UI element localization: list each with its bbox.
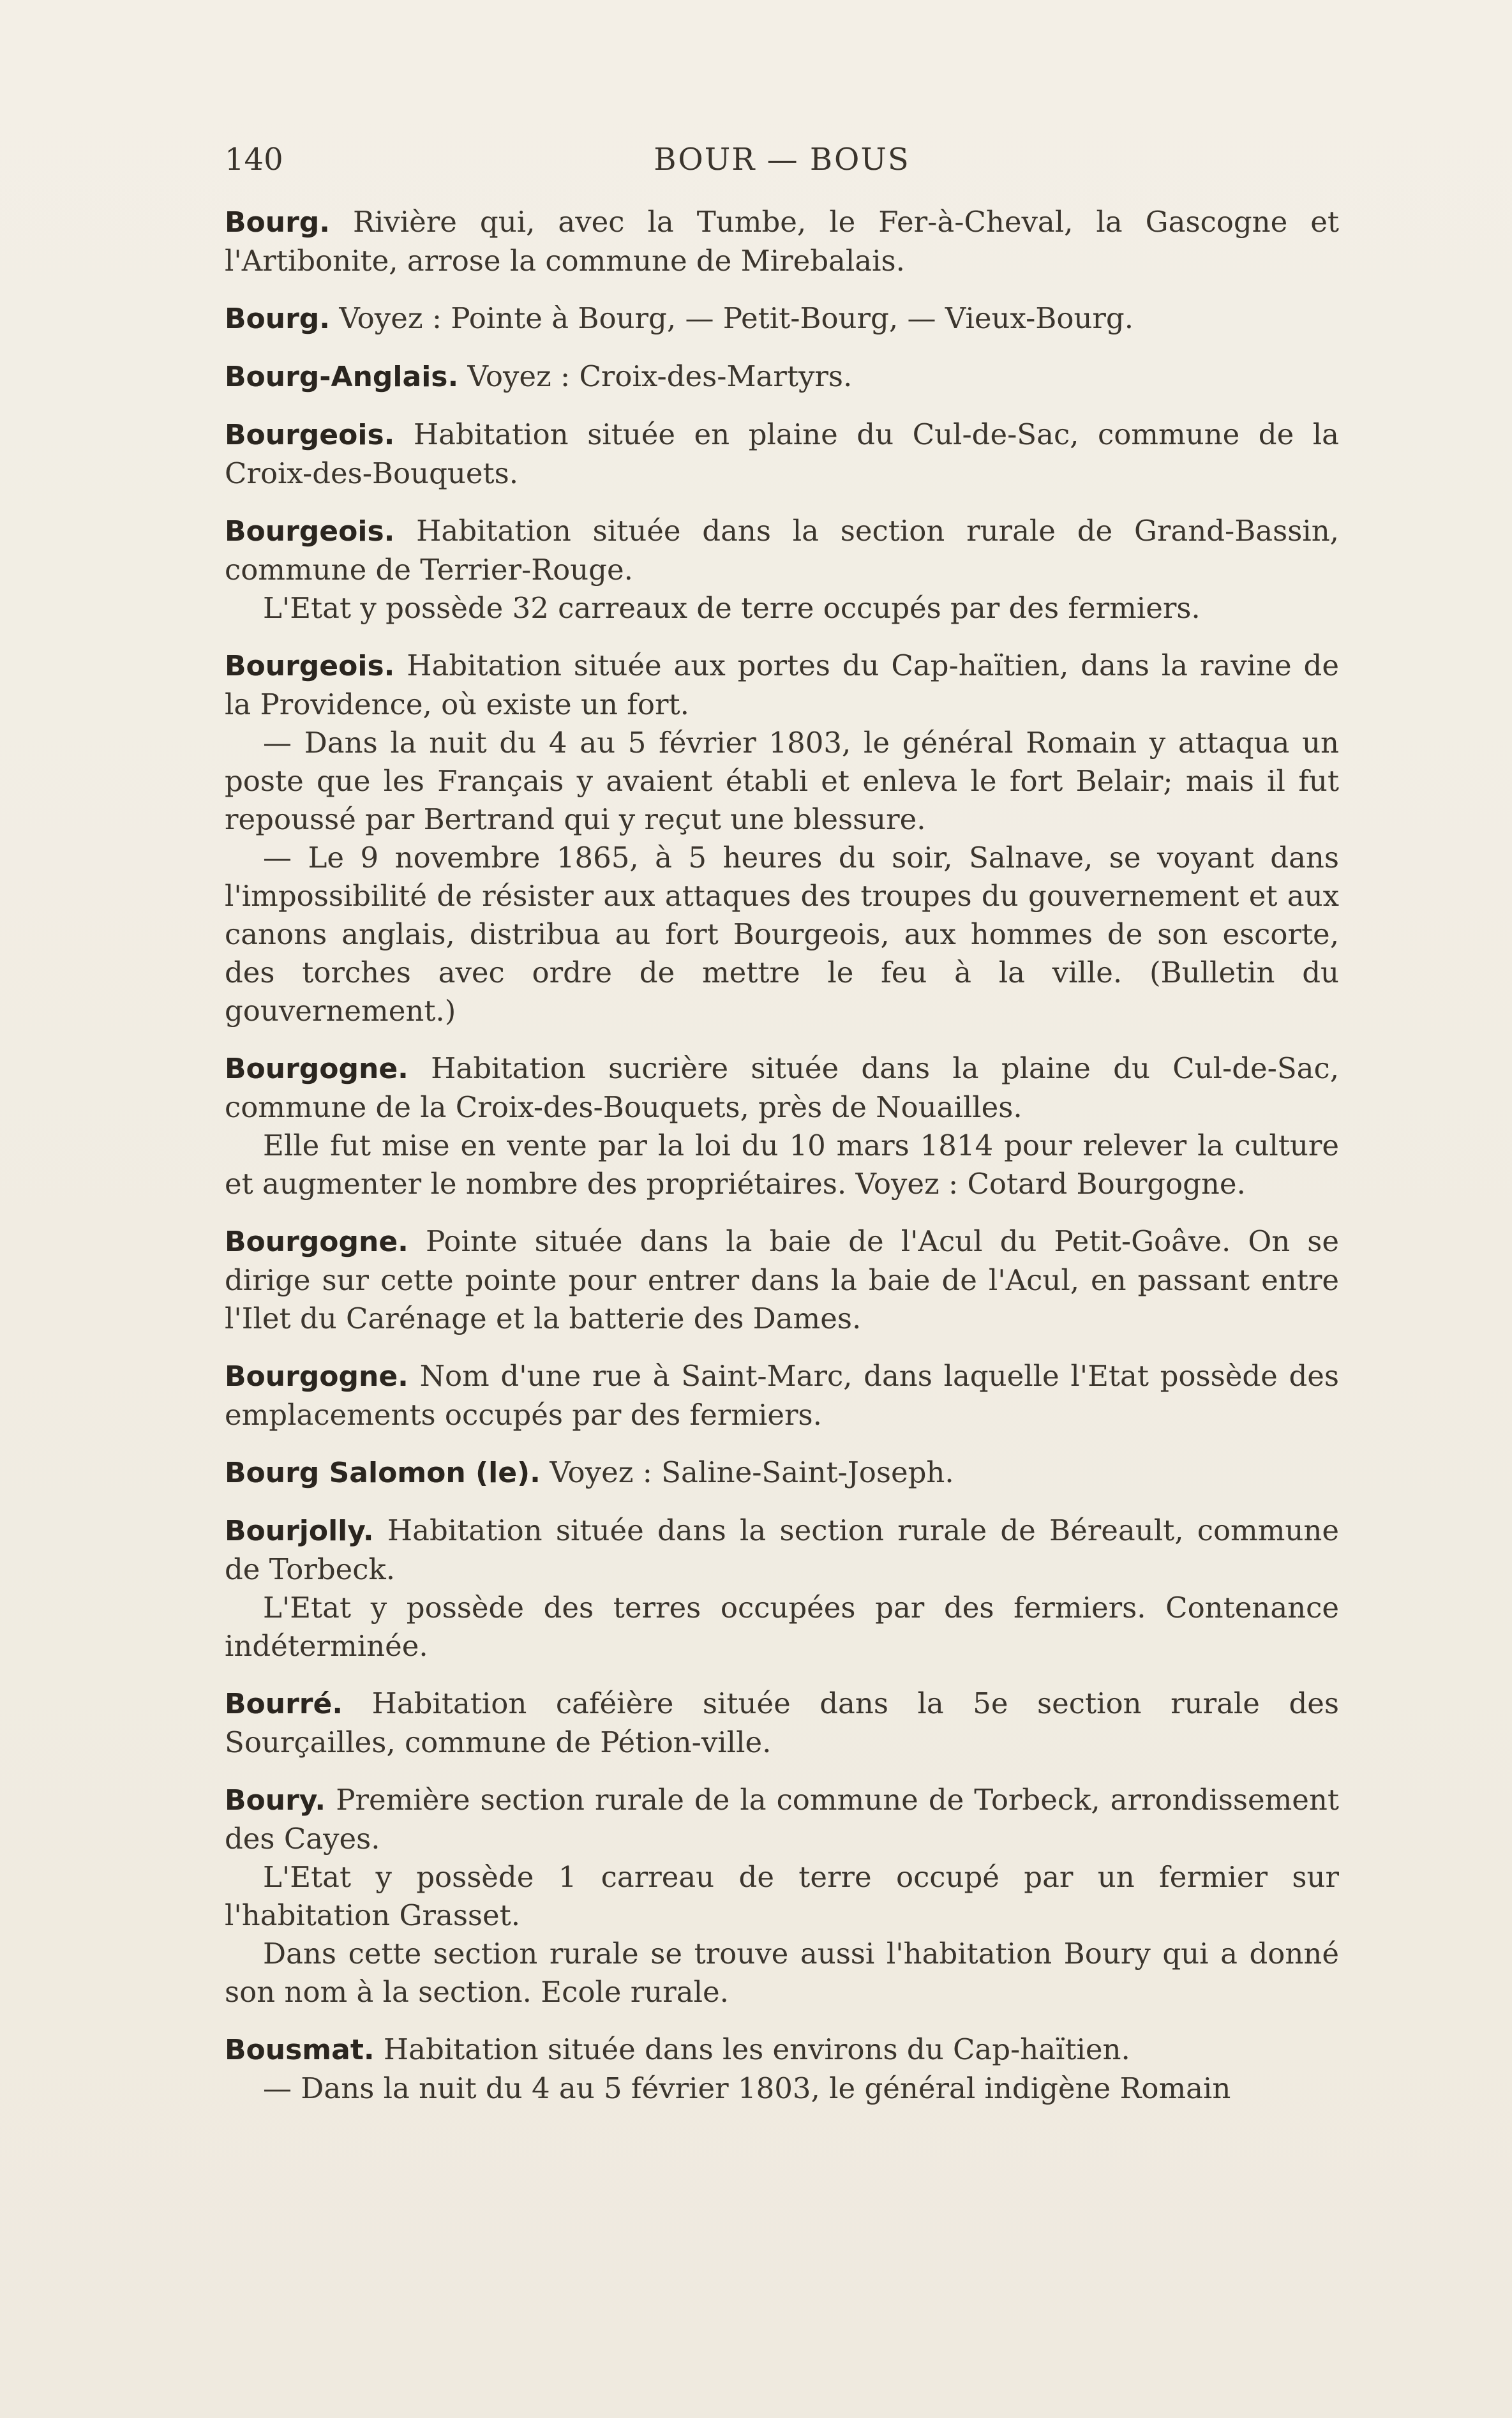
entry-bourg-voyez — [225, 299, 1339, 338]
page-header — [225, 142, 1339, 186]
entry-paragraph: Dans cette section rurale se trouve aussi l'habitation Boury qui a donné son nom à la section. Ecole rurale. — [225, 1937, 1339, 2009]
entry-text: Nom d'une rue à Saint-Marc, dans laquelle l'Etat possède des emplacements occupés par des fermiers. — [225, 1359, 1339, 1432]
entry-text: Habitation située en plaine du Cul-de-Sac, commune de la Croix-des-Bouquets. — [225, 417, 1339, 490]
entry-paragraph: L'Etat y possède 32 carreaux de terre occupés par des fermiers. — [263, 591, 1201, 625]
entry-bourre — [225, 1685, 1339, 1762]
entry-paragraph — [225, 1222, 1339, 1338]
entry-headword: Bourg. — [225, 206, 330, 239]
entry-paragraph: L'Etat y possède 1 carreau de terre occupé par un fermier sur l'habitation Grasset. — [225, 1860, 1339, 1932]
entry-text: Première section rurale de la commune de Torbeck, arrondissement des Cayes. — [225, 1783, 1339, 1856]
page-number: 140 — [225, 142, 283, 177]
entry-headword: Bourgogne. — [225, 1053, 408, 1085]
entry-bourgogne-sucriere — [225, 1049, 1339, 1203]
entry-headword: Bourgogne. — [225, 1226, 408, 1258]
entry-paragraph — [225, 512, 1339, 589]
entry-paragraph — [225, 2031, 1339, 2069]
entry-bourgeois-grand-bassin — [225, 512, 1339, 627]
entry-bourjolly — [225, 1512, 1339, 1665]
entry-paragraph — [225, 1453, 1339, 1492]
entry-headword: Boury. — [225, 1784, 326, 1817]
entry-text: Habitation située dans la section rurale de Béreault, commune de Torbeck. — [225, 1513, 1339, 1586]
entry-text: Pointe située dans la baie de l'Acul du Petit-Goâve. On se dirige sur cette pointe pour entrer dans la baie de l'Acul, en passant entre l'Ilet du Carénage et la batterie des Dames. — [225, 1224, 1339, 1335]
entry-headword: Bourg-Anglais. — [225, 361, 459, 393]
entry-paragraph — [225, 1781, 1339, 1858]
entry-paragraph: — Dans la nuit du 4 au 5 février 1803, le général Romain y attaqua un poste que les Français y avaient établi et enleva le fort Belair; mais il fut repoussé par Bertrand qui y reçut une blessure. — [225, 726, 1339, 836]
entry-headword: Bourgeois. — [225, 419, 395, 451]
entry-paragraph — [225, 647, 1339, 724]
entry-boury — [225, 1781, 1339, 2011]
entry-text: Habitation située dans les environs du Cap-haïtien. — [383, 2032, 1130, 2066]
entry-paragraph — [225, 299, 1339, 338]
entry-text: Voyez : Pointe à Bourg, — Petit-Bourg, — Vieux-Bourg. — [339, 301, 1134, 335]
entry-headword: Bourg. — [225, 303, 330, 335]
entry-headword: Bourgogne. — [225, 1360, 408, 1393]
entry-paragraph: — Dans la nuit du 4 au 5 février 1803, le général indigène Romain — [263, 2071, 1231, 2105]
entry-text: Voyez : Croix-des-Martyrs. — [467, 359, 853, 393]
entry-bourgogne-pointe — [225, 1222, 1339, 1338]
entry-paragraph — [225, 1357, 1339, 1434]
entry-headword: Bourg Salomon (le). — [225, 1457, 541, 1489]
entry-paragraph — [225, 1685, 1339, 1762]
entry-headword: Bousmat. — [225, 2034, 375, 2066]
entry-paragraph: Elle fut mise en vente par la loi du 10 mars 1814 pour relever la culture et augmenter le nombre des propriétaires. Voyez : Cotard Bourgogne. — [225, 1129, 1339, 1201]
entry-bourgeois-cul-de-sac — [225, 416, 1339, 493]
running-title: BOUR — BOUS — [654, 142, 910, 177]
entry-paragraph: — Le 9 novembre 1865, à 5 heures du soir, Salnave, se voyant dans l'impossibilité de résister aux attaques des troupes du gouvernement et aux canons anglais, distribua au fort Bourgeois, aux hommes de son escorte, des torches avec ordre de mettre le feu à la ville. (Bulletin du gouvernement.) — [225, 841, 1339, 1028]
entry-headword: Bourgeois. — [225, 515, 395, 548]
entry-bourg-anglais — [225, 357, 1339, 396]
entry-text: Habitation caféière située dans la 5e section rurale des Sourçailles, commune de Pétion-ville. — [225, 1686, 1339, 1759]
entry-bourg-salomon — [225, 1453, 1339, 1492]
entry-paragraph: L'Etat y possède des terres occupées par des fermiers. Contenance indéterminée. — [225, 1591, 1339, 1663]
entry-bourgogne-rue — [225, 1357, 1339, 1434]
entry-text: Rivière qui, avec la Tumbe, le Fer-à-Cheval, la Gascogne et l'Artibonite, arrose la commune de Mirebalais. — [225, 205, 1339, 278]
entry-bousmat — [225, 2031, 1339, 2108]
entry-paragraph — [225, 416, 1339, 493]
entry-paragraph — [225, 1512, 1339, 1589]
entry-bourg-riviere — [225, 203, 1339, 280]
entry-paragraph — [225, 1049, 1339, 1127]
dictionary-entries — [225, 203, 1339, 2127]
entry-text: Habitation située dans la section rurale de Grand-Bassin, commune de Terrier-Rouge. — [225, 514, 1339, 587]
entry-headword: Bourré. — [225, 1688, 343, 1720]
entry-text: Habitation située aux portes du Cap-haïtien, dans la ravine de la Providence, où existe un fort. — [225, 649, 1339, 721]
entry-paragraph — [225, 203, 1339, 280]
entry-text: Voyez : Saline-Saint-Joseph. — [550, 1455, 954, 1489]
entry-headword: Bourjolly. — [225, 1515, 374, 1547]
entry-bourgeois-cap-haitien — [225, 647, 1339, 1030]
entry-text: Habitation sucrière située dans la plaine du Cul-de-Sac, commune de la Croix-des-Bouquets, près de Nouailles. — [225, 1051, 1339, 1124]
entry-paragraph — [225, 357, 1339, 396]
entry-headword: Bourgeois. — [225, 650, 395, 682]
